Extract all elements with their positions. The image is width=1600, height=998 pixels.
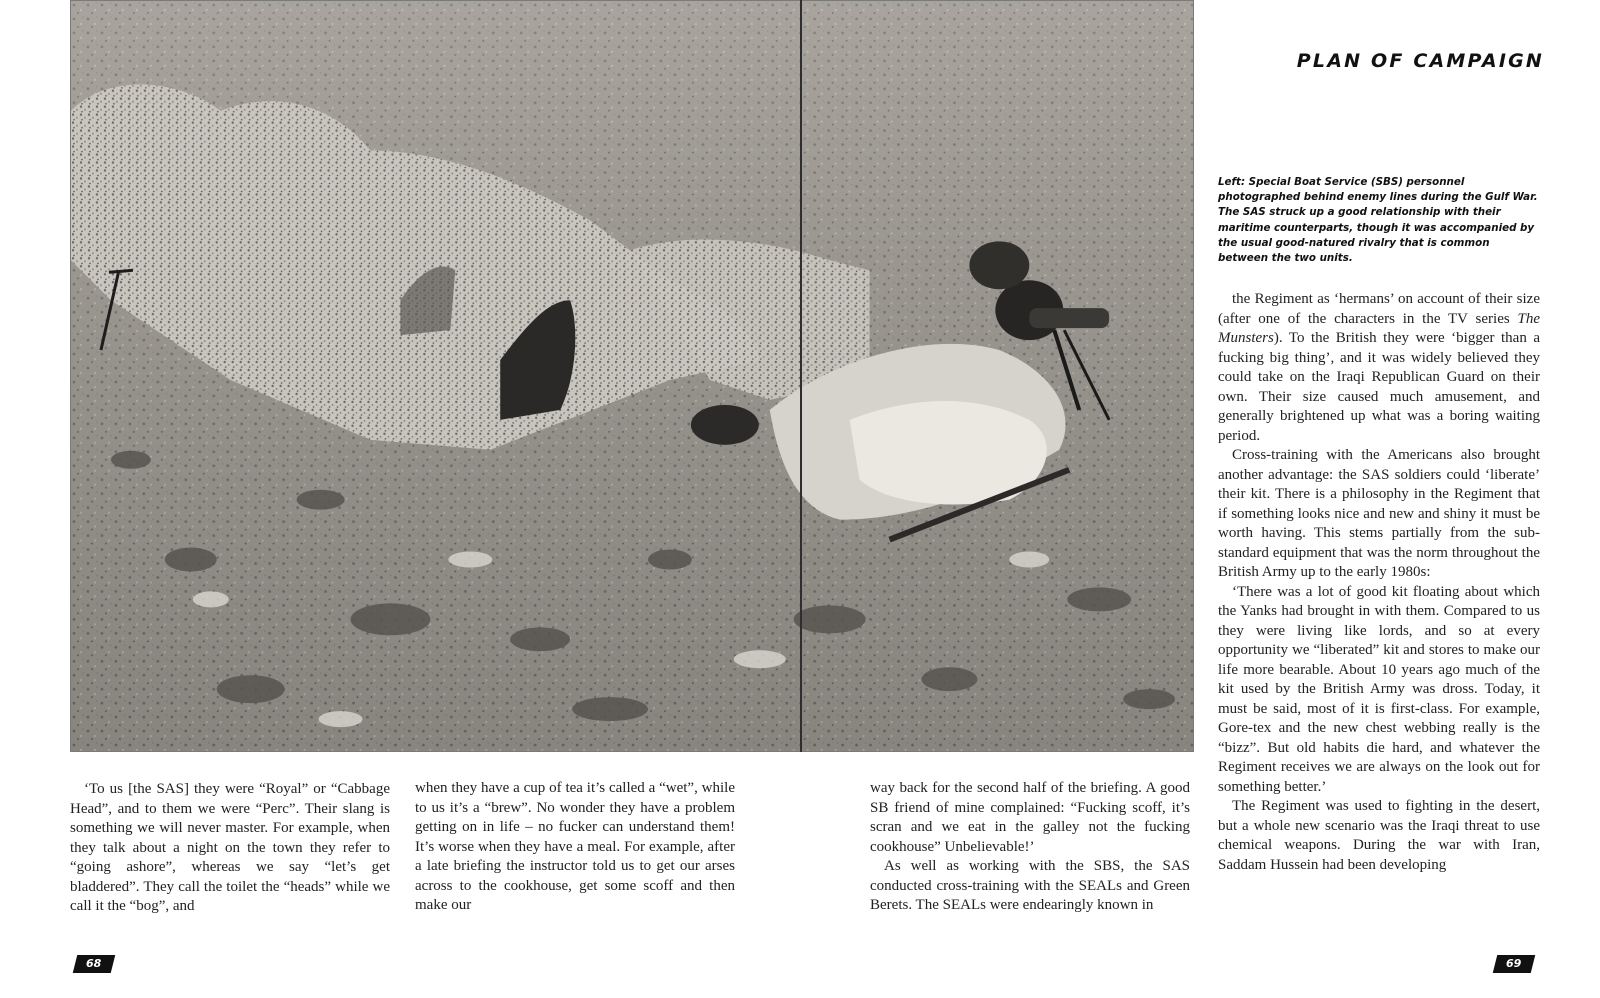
text-column-2 bbox=[415, 779, 735, 916]
paragraph: The Regiment was used to fighting in the desert, but a whole new scenario was the Iraqi threat to use chemical weapons. During the war with Iran, Saddam Hussein had been developing bbox=[1218, 798, 1540, 873]
paragraph: when they have a cup of tea it’s called a “wet”, while to us it’s a “brew”. No wonder they have a problem getting on in life – no fucker can understand them! It’s worse when they have a meal. For example, after a late briefing the instructor told us to get our arses across to the cookhouse, get some scoff and then make our bbox=[415, 780, 735, 913]
text-column-3 bbox=[870, 779, 1190, 916]
desert-photo-illustration bbox=[71, 1, 1193, 751]
page-number-text: 68 bbox=[86, 957, 102, 970]
paragraph: Cross-training with the Americans also brought another advantage: the SAS soldiers could ‘liberate’ their kit. There is a philosophy in the Regiment that if something looks nice and new and shiny it must be worth having. This stems partially from the sub-standard equipment that was the norm throughout the British Army up to the early 1980s: bbox=[1218, 447, 1540, 580]
tv-series-title: The Munsters bbox=[1218, 310, 1540, 346]
paragraph: ‘There was a lot of good kit floating about which the Yanks had brought in with them. Compared to us they were living like lords, and so at every opportunity we “liberated” kit and stores to make our life more bearable. About 10 years ago much of the kit used by the British Army was dross. Today, it must be said, most of it is first-class. For example, Gore-tex and the new chest webbing really is the “bizz”. But old habits die hard, and whatever the Regiment receives we are always on the look out for something better.’ bbox=[1218, 583, 1540, 795]
spread-photograph bbox=[70, 0, 1194, 752]
paragraph: As well as working with the SBS, the SAS conducted cross-training with the SEALs and Green Berets. The SEALs were endearingly known in bbox=[870, 858, 1190, 913]
page-number-left bbox=[73, 955, 115, 973]
page-gutter bbox=[800, 0, 802, 752]
page-number-right bbox=[1493, 955, 1535, 973]
photo-caption: Left: Special Boat Service (SBS) personnel photographed behind enemy lines during the Gulf War. The SAS struck up a good relationship with their maritime counterparts, though it was accompanied by the usual good-natured rivalry that is common between the two units. bbox=[1218, 176, 1538, 265]
text-run: the Regiment as ‘hermans’ on account of their size (after one of the characters in the TV series bbox=[1218, 291, 1540, 327]
page-number-text: 69 bbox=[1506, 957, 1522, 970]
section-title: PLAN OF CAMPAIGN bbox=[1296, 50, 1544, 72]
paragraph bbox=[1218, 290, 1540, 446]
paragraph: ‘To us [the SAS] they were “Royal” or “Cabbage Head”, and to them we were “Perc”. Their slang is something we will never master. For example, when they talk about a night on the town they refer to “going ashore”, whereas we say “let’s get bladdered”. They call the toilet the “heads” while we call it the “bog”, and bbox=[70, 781, 390, 914]
paragraph: way back for the second half of the briefing. A good SB friend of mine complained: “Fucking scoff, it’s scran and we eat in the galley not the fucking cookhouse” Unbelievable!’ bbox=[870, 780, 1190, 855]
text-run: ). To the British they were ‘bigger than a fucking big thing’, and it was widely believed they could take on the Iraqi Republican Guard on their own. Their size caused much amusement, and generally brightened up what was a boring waiting period. bbox=[1218, 330, 1540, 444]
text-column-1 bbox=[70, 780, 390, 917]
text-column-4 bbox=[1218, 290, 1540, 875]
